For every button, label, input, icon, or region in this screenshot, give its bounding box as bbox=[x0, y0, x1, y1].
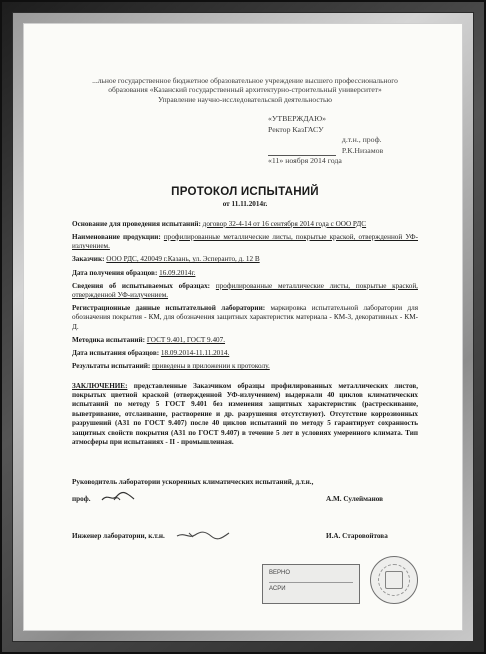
stamp-rect-divider bbox=[269, 582, 353, 583]
protocol-title: ПРОТОКОЛ ИСПЫТАНИЙ bbox=[171, 184, 319, 198]
signature-line bbox=[268, 148, 336, 156]
protocol-date: от 11.11.2014г. bbox=[222, 199, 268, 208]
head-title bbox=[72, 478, 316, 504]
head-title-text: Руководитель лаборатории ускоренных климатических испытаний, д.т.н., проф. bbox=[72, 477, 314, 503]
stamp-rect-line1: ВЕРНО bbox=[269, 570, 291, 576]
customer-label: Заказчик: bbox=[72, 255, 105, 264]
methods-value: ГОСТ 9.401, ГОСТ 9.407. bbox=[146, 335, 226, 344]
paper-sheet bbox=[23, 23, 463, 631]
basis-value: договор 32-4-14 от 16 сентября 2014 года с ООО РДС bbox=[202, 219, 367, 228]
basis-label: Основание для проведения испытаний: bbox=[72, 219, 201, 228]
conclusion bbox=[72, 382, 418, 448]
lab-registration-label: Регистрационные данные испытательной лаборатории: bbox=[72, 304, 266, 313]
stamp-rect-line2: АСРИ bbox=[269, 585, 286, 592]
approval-signature-row bbox=[268, 135, 418, 156]
conclusion-label: ЗАКЛЮЧЕНИЕ: bbox=[72, 381, 128, 390]
basis-field bbox=[72, 220, 418, 229]
engineer-title bbox=[72, 524, 231, 541]
product-value: профилированные металлические листы, покрытые краской, отвержденной УФ-излучением. bbox=[72, 232, 418, 251]
product-field bbox=[72, 233, 418, 251]
results-field bbox=[72, 362, 418, 371]
approval-line2: Ректор КазГАСУ bbox=[268, 124, 324, 134]
round-seal-icon bbox=[370, 556, 418, 604]
lab-registration-field bbox=[72, 304, 418, 332]
signatures bbox=[72, 478, 418, 541]
handwritten-signature-icon bbox=[175, 527, 231, 541]
frame-bevel bbox=[12, 12, 474, 642]
test-dates-field bbox=[72, 349, 418, 358]
stamp-rectangle bbox=[262, 564, 360, 604]
signature-row-engineer bbox=[72, 524, 418, 541]
test-dates-label: Дата испытания образцов: bbox=[72, 349, 160, 358]
received-label: Дата получения образцов: bbox=[72, 268, 158, 277]
methods-label: Методика испытаний: bbox=[72, 335, 146, 344]
results-label: Результаты испытаний: bbox=[72, 362, 151, 371]
product-label: Наименование продукции: bbox=[72, 232, 161, 241]
received-field bbox=[72, 269, 418, 278]
organization-header: ...льное государственное бюджетное образовательное учреждение высшего профессионального образования «Казанский государственный архитектурно-строительный университет» Управление научно-исследовательской деятельностью bbox=[92, 76, 398, 104]
approval-title: «УТВЕРЖДАЮ» bbox=[268, 114, 327, 124]
engineer-name: И.А. Старовойтова bbox=[326, 531, 388, 540]
customer-value: ООО РДС, 420049 г.Казань, ул. Эсперанто, д. 12 В bbox=[106, 255, 260, 264]
engineer-title-text: Инженер лаборатории, к.т.н. bbox=[72, 531, 165, 540]
head-name: А.М. Сулейманов bbox=[326, 494, 384, 503]
test-dates-value: 18.09.2014-11.11.2014. bbox=[160, 349, 230, 358]
signature-row-head bbox=[72, 478, 418, 504]
results-value: приведены в приложении к протоколу. bbox=[152, 362, 270, 371]
customer-field bbox=[72, 255, 418, 264]
approval-date: «11» ноября 2014 года bbox=[268, 156, 342, 166]
samples-info-field bbox=[72, 282, 418, 300]
samples-info-label: Сведения об испытываемых образцах: bbox=[72, 281, 211, 290]
approval-block bbox=[268, 114, 418, 167]
seal-center-mark-icon bbox=[385, 571, 403, 589]
received-value: 16.09.2014г. bbox=[159, 268, 196, 277]
handwritten-signature-icon bbox=[100, 490, 136, 504]
approval-name: д.т.н., проф. Р.К.Низамов bbox=[341, 135, 384, 155]
conclusion-text: представленные Заказчиком образцы профилированных металлических листов, покрытых цветной краской (отвержденной УФ-излучением) выдержали 40 циклов климатических испытаний по методу 5 ГОСТ 9.401 без изменения защитных характеристик (растрескивание, выветривание, отслаивание, растворение и др. разрушения отсутствуют). Отсутствие коррозионных разрушений (А31 по ГОСТ 9.407) после 40 циклов испытаний по методу 5 гарантирует сохранность защитных свойств покрытия (А31 по ГОСТ 9.407) в течение 5 лет в условиях умеренного климата. Тип атмосферы при испытаниях - II - промышленная. bbox=[72, 381, 418, 447]
samples-info-value: профилированные металлические листы, покрытые краской, отвержденной УФ-излучением. bbox=[72, 281, 418, 300]
lab-registration-value: маркировка испытательной лаборатории для обозначения покрытия - КМ, для обозначения защитных характеристик материала - КМ-3, декоративных - КМ-Д. bbox=[72, 304, 419, 331]
methods-field bbox=[72, 336, 418, 345]
stamps bbox=[262, 556, 418, 604]
